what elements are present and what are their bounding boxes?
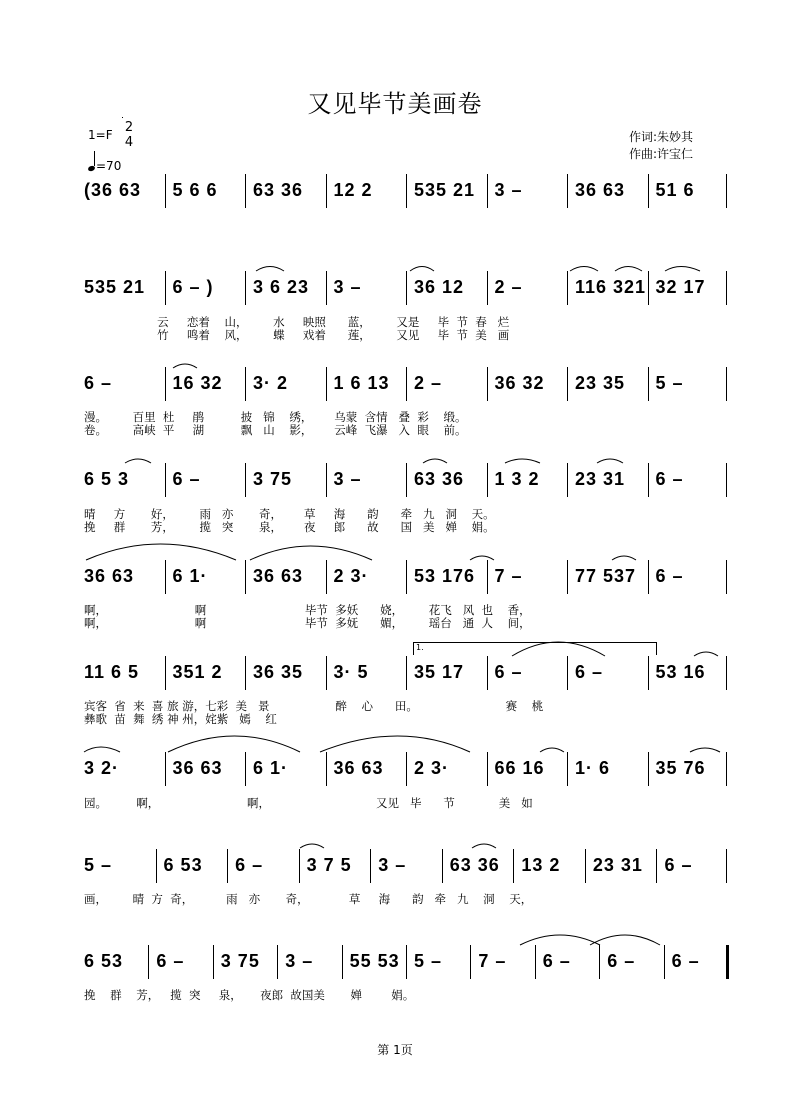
- bar-line: [567, 174, 568, 208]
- slur: [472, 844, 496, 848]
- bar-line: [165, 271, 166, 305]
- bar-line: [277, 945, 278, 979]
- bar-line: [406, 271, 407, 305]
- credits: [629, 129, 693, 163]
- bar-line: [148, 945, 149, 979]
- lyric-line: 园。 啊， 啊， 又见 毕 节 美 如: [84, 796, 533, 810]
- measure-notes: 6 –: [671, 951, 700, 971]
- bar-line-end: [726, 752, 727, 786]
- time-signature-bottom: 4: [124, 135, 134, 150]
- slur: [300, 844, 324, 848]
- bar-line: [326, 752, 327, 786]
- slur: [423, 459, 447, 463]
- measure-notes: 3 –: [285, 951, 314, 971]
- measure-notes: 23 31: [592, 855, 643, 875]
- slur: [125, 459, 151, 463]
- bar-line-end: [726, 656, 727, 690]
- bar-line: [648, 367, 649, 401]
- measure-notes: 2 –: [414, 373, 443, 393]
- tempo-value: =70: [96, 159, 122, 173]
- measure-notes: 6 –: [156, 951, 185, 971]
- measure-notes: 1 3 2: [494, 469, 540, 489]
- score-system: [84, 660, 728, 688]
- measure-notes: 6 –: [575, 662, 604, 682]
- measure-notes: 35 17: [414, 662, 465, 682]
- slur: [250, 546, 372, 560]
- bar-line: [648, 463, 649, 497]
- measure-notes: 53 16: [655, 662, 706, 682]
- bar-line: [165, 174, 166, 208]
- measure-notes: 3 2·: [84, 758, 120, 778]
- measure-notes: 6 5 3: [84, 469, 130, 489]
- measure-notes: 32 17: [655, 277, 706, 297]
- measure-notes: 36 63: [84, 566, 135, 586]
- measure-notes: 5 6 6: [172, 180, 218, 200]
- bar-line: [245, 367, 246, 401]
- measure-notes: 535 21: [84, 277, 146, 297]
- bar-line: [342, 945, 343, 979]
- measure-notes: 12 2: [333, 180, 373, 200]
- lyric-line: 啊， 啊 毕节 多妩 媚， 瑶台 通 人 间，: [84, 616, 531, 630]
- first-ending-bracket: 1.: [413, 642, 657, 655]
- lyric-line: 挽 群 芳， 揽 突 泉， 夜 郎 故 国 美 婵 娟。: [84, 520, 495, 534]
- bar-line: [487, 271, 488, 305]
- measure-notes: 6 –: [494, 662, 523, 682]
- measure-notes: 36 12: [414, 277, 465, 297]
- measure-notes: 116 321: [575, 277, 647, 297]
- measure-notes: 6 –: [172, 469, 201, 489]
- measure-notes: 13 2: [521, 855, 561, 875]
- bar-line: [406, 560, 407, 594]
- slur: [173, 364, 197, 368]
- measure-notes: 36 32: [494, 373, 545, 393]
- measure-notes: 1 6 13: [333, 373, 390, 393]
- bar-line: [567, 271, 568, 305]
- bar-line: [535, 945, 536, 979]
- lyric-line: 竹 鸣着 风， 蝶 戏着 莲， 又见 毕 节 美 画: [84, 328, 510, 342]
- slur: [168, 736, 300, 752]
- bar-line: [406, 367, 407, 401]
- slur: [615, 267, 642, 272]
- bar-line: [648, 656, 649, 690]
- bar-line: [326, 656, 327, 690]
- bar-line-end: [726, 367, 727, 401]
- measure-notes: 36 63: [253, 566, 304, 586]
- slur: [470, 556, 494, 560]
- measure-notes: 6 –: [655, 566, 684, 586]
- composer: 作曲:许宝仁: [629, 147, 694, 161]
- score-system: [84, 564, 728, 592]
- score-system: [84, 853, 728, 881]
- slur: [597, 459, 623, 463]
- bar-line: [245, 463, 246, 497]
- lyric-line: 挽 群 芳， 揽 突 泉， 夜郎 故国美 婵 娟。: [84, 988, 415, 1002]
- bar-line-end: [726, 945, 729, 979]
- measure-notes: 5 –: [84, 855, 113, 875]
- lyric-line: 卷。 高峡 平 湖 飘 山 影， 云峰 飞瀑 入 眼 前。: [84, 423, 467, 437]
- measure-notes: 53 176: [414, 566, 476, 586]
- measure-notes: 7 –: [478, 951, 507, 971]
- measure-notes: 23 31: [575, 469, 626, 489]
- bar-line: [585, 849, 586, 883]
- time-signature: [122, 120, 136, 150]
- measure-notes: (36 63: [84, 180, 142, 200]
- bar-line: [406, 945, 407, 979]
- slur: [570, 267, 598, 272]
- measure-notes: 3 –: [333, 469, 362, 489]
- measure-notes: 55 53: [349, 951, 400, 971]
- measure-notes: 6 53: [84, 951, 124, 971]
- measure-notes: 6 1·: [172, 566, 208, 586]
- measure-notes: 535 21: [414, 180, 476, 200]
- bar-line-end: [726, 463, 727, 497]
- lyric-line: 漫。 百里 杜 鹃 披 锦 绣， 乌蒙 含情 叠 彩 缎。: [84, 410, 467, 424]
- bar-line: [165, 656, 166, 690]
- measure-notes: 6 –: [655, 469, 684, 489]
- bar-line: [648, 752, 649, 786]
- measure-notes: 3 6 23: [253, 277, 310, 297]
- measure-notes: 35 76: [655, 758, 706, 778]
- bar-line: [599, 945, 600, 979]
- key-signature: 1=F: [88, 128, 113, 142]
- slur: [505, 459, 540, 463]
- score-system: [84, 756, 728, 784]
- bar-line: [487, 463, 488, 497]
- measure-notes: 7 –: [494, 566, 523, 586]
- measure-notes: 2 3·: [333, 566, 369, 586]
- measure-notes: 63 36: [449, 855, 500, 875]
- measure-notes: 351 2: [172, 662, 223, 682]
- measure-notes: 6 –: [84, 373, 113, 393]
- measure-notes: 6 – ): [172, 277, 214, 297]
- lyric-line: 画， 晴 方 奇， 雨 亦 奇， 草 海 韵 牵 九 洞 天，: [84, 892, 533, 906]
- slur: [256, 267, 284, 272]
- slur: [320, 736, 470, 752]
- measure-notes: 3 75: [253, 469, 293, 489]
- bar-line: [487, 174, 488, 208]
- score-system: [84, 467, 728, 495]
- bar-line: [406, 656, 407, 690]
- measure-notes: 6 53: [163, 855, 203, 875]
- measure-notes: 63 36: [414, 469, 465, 489]
- measure-notes: 3 –: [494, 180, 523, 200]
- bar-line: [442, 849, 443, 883]
- bar-line: [245, 174, 246, 208]
- measure-notes: 5 –: [655, 373, 684, 393]
- measure-notes: 1· 6: [575, 758, 611, 778]
- slur: [84, 747, 120, 752]
- slur: [694, 652, 718, 656]
- measure-notes: 51 6: [655, 180, 695, 200]
- bar-line: [326, 174, 327, 208]
- measure-notes: 6 1·: [253, 758, 289, 778]
- bar-line: [326, 367, 327, 401]
- lyric-line: 云 恋着 山， 水 映照 蓝， 又是 毕 节 春 烂: [84, 315, 510, 329]
- measure-notes: 66 16: [494, 758, 545, 778]
- bar-line-end: [726, 849, 727, 883]
- measure-notes: 63 36: [253, 180, 304, 200]
- slur: [540, 748, 564, 752]
- measure-notes: 23 35: [575, 373, 626, 393]
- measure-notes: 6 –: [664, 855, 693, 875]
- lyric-line: 彝歌 苗 舞 绣 神 州，姹紫 嫣 红: [84, 712, 277, 726]
- measure-notes: 6 –: [607, 951, 636, 971]
- bar-line: [165, 560, 166, 594]
- bar-line: [326, 271, 327, 305]
- score-system: [84, 275, 728, 303]
- measure-notes: 5 –: [414, 951, 443, 971]
- slur: [612, 556, 636, 560]
- slur: [86, 544, 236, 560]
- bar-line: [326, 560, 327, 594]
- measure-notes: 36 35: [253, 662, 304, 682]
- page-number: 第 1页: [377, 1043, 413, 1057]
- bar-line: [406, 752, 407, 786]
- bar-line: [156, 849, 157, 883]
- bar-line: [567, 560, 568, 594]
- lyric-line: 晴 方 好， 雨 亦 奇， 草 海 韵 牵 九 洞 天。: [84, 507, 495, 521]
- bar-line: [487, 560, 488, 594]
- bar-line-end: [726, 560, 727, 594]
- slur: [520, 935, 600, 945]
- bar-line: [664, 945, 665, 979]
- bar-line: [648, 174, 649, 208]
- measure-notes: 3 75: [220, 951, 260, 971]
- bar-line: [245, 271, 246, 305]
- measure-notes: 36 63: [575, 180, 626, 200]
- time-signature-top: 2: [124, 120, 134, 135]
- bar-line: [470, 945, 471, 979]
- lyricist: 作词:朱妙其: [629, 130, 694, 144]
- measure-notes: 36 63: [333, 758, 384, 778]
- bar-line: [245, 656, 246, 690]
- measure-notes: 16 32: [172, 373, 223, 393]
- measure-notes: 2 3·: [414, 758, 450, 778]
- bar-line: [567, 463, 568, 497]
- measure-notes: 36 63: [172, 758, 223, 778]
- bar-line: [165, 367, 166, 401]
- bar-line: [227, 849, 228, 883]
- score-system: [84, 949, 728, 977]
- measure-notes: 77 537: [575, 566, 637, 586]
- measure-notes: 11 6 5: [84, 662, 140, 682]
- slur: [665, 267, 700, 272]
- bar-line: [487, 752, 488, 786]
- slur: [410, 267, 434, 272]
- slur: [690, 748, 720, 752]
- bar-line: [299, 849, 300, 883]
- bar-line: [567, 752, 568, 786]
- bar-line: [567, 656, 568, 690]
- quarter-note-icon: [87, 165, 95, 172]
- bar-line: [326, 463, 327, 497]
- score-system: [84, 371, 728, 399]
- bar-line-end: [726, 271, 727, 305]
- bar-line: [513, 849, 514, 883]
- bar-line: [487, 367, 488, 401]
- bar-line: [656, 849, 657, 883]
- measure-notes: 3· 2: [253, 373, 289, 393]
- bar-line: [245, 752, 246, 786]
- bar-line: [370, 849, 371, 883]
- song-title: 又见毕节美画卷: [307, 90, 483, 118]
- score-system: [84, 178, 728, 206]
- measure-notes: 6 –: [542, 951, 571, 971]
- bar-line: [648, 560, 649, 594]
- bar-line: [213, 945, 214, 979]
- bar-line: [165, 463, 166, 497]
- measure-notes: 6 –: [235, 855, 264, 875]
- bar-line: [487, 656, 488, 690]
- bar-line-end: [726, 174, 727, 208]
- measure-notes: 3 –: [333, 277, 362, 297]
- bar-line: [406, 174, 407, 208]
- bar-line: [567, 367, 568, 401]
- bar-line: [165, 752, 166, 786]
- bar-line: [648, 271, 649, 305]
- measure-notes: 3 7 5: [306, 855, 352, 875]
- measure-notes: 2 –: [494, 277, 523, 297]
- bar-line: [245, 560, 246, 594]
- lyric-line: 啊， 啊 毕节 多妖 娆， 花飞 风 也 香，: [84, 603, 531, 617]
- slur: [590, 935, 660, 945]
- lyric-line: 宾客 省 来 喜 旅 游，七彩 美 景 醉 心 田。 赛 桃: [84, 699, 544, 713]
- measure-notes: 3· 5: [333, 662, 369, 682]
- tempo-marking: [88, 155, 121, 173]
- measure-notes: 3 –: [378, 855, 407, 875]
- bar-line: [406, 463, 407, 497]
